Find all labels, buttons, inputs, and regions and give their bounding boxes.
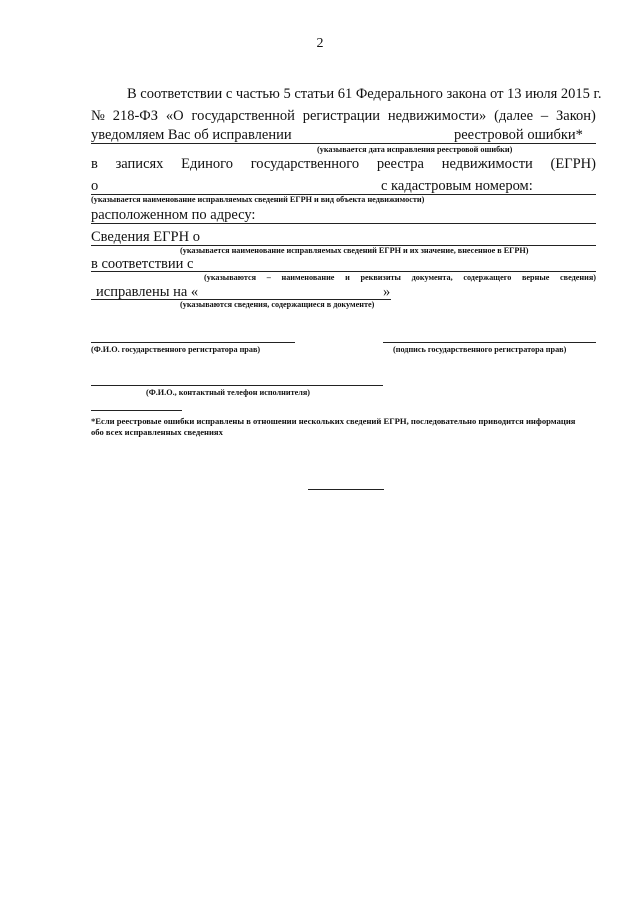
footnote-separator (91, 410, 182, 411)
records-line (91, 156, 596, 172)
fill-line-date (91, 143, 596, 144)
hint-word: сведения) (560, 273, 596, 282)
records-word: Единого (181, 156, 233, 172)
fill-line-accordance (91, 271, 596, 272)
intro-word: регистрации (302, 108, 381, 124)
hint-word: (указываются (204, 273, 257, 282)
hint-date: (указывается дата исправления реестровой ошибки) (317, 145, 513, 154)
intro-word: недвижимости» (387, 108, 487, 124)
hint-about: (указывается наименование исправляемых сведений ЕГРН и вид объекта недвижимости) (91, 195, 425, 204)
hint-word: документа, (411, 273, 453, 282)
fill-line-address (91, 223, 596, 224)
hint-word: наименование (281, 273, 335, 282)
hint-word: содержащего (463, 273, 512, 282)
intro-word: Закон) (556, 108, 596, 124)
executor-label: (Ф.И.О., контактный телефон исполнителя) (146, 388, 310, 397)
intro-word: (далее (494, 108, 534, 124)
corrected-text: исправлены на « (96, 284, 199, 300)
signature-line-registrar-name (91, 342, 295, 343)
hint-word: – (266, 273, 271, 282)
egrn-text: Сведения ЕГРН о (91, 229, 200, 245)
hint-egrn: (указывается наименование исправляемых сведений ЕГРН и их значение, внесенное в ЕГРН) (180, 246, 529, 255)
records-word: в (91, 156, 98, 172)
registrar-signature-label: (подпись государственного регистратора прав) (393, 345, 567, 354)
hint-word: верные (522, 273, 550, 282)
accordance-text: в соответствии с (91, 256, 194, 272)
cadastral-text: с кадастровым номером: (381, 178, 533, 194)
page-number: 2 (316, 36, 324, 51)
records-word: записях (115, 156, 164, 172)
address-text: расположенном по адресу: (91, 207, 256, 223)
hint-word: и (345, 273, 350, 282)
footnote-line-2: обо всех исправленных сведениях (91, 427, 223, 437)
hint-accordance (204, 273, 596, 283)
end-rule (308, 489, 384, 490)
intro-line-1: В соответствии с частью 5 статьи 61 Федерального закона от 13 июля 2015 г. (127, 86, 602, 102)
signature-line-executor (91, 385, 383, 386)
hint-word: реквизиты (360, 273, 401, 282)
intro-word: 218-ФЗ (112, 108, 159, 124)
signature-line-registrar-signature (383, 342, 596, 343)
records-word: реестра (376, 156, 424, 172)
intro-word: – (540, 108, 549, 124)
error-text: реестровой ошибки* (454, 127, 583, 143)
notify-text: уведомляем Вас об исправлении (91, 127, 292, 143)
intro-line-2 (91, 108, 596, 124)
footnote-line-1: *Если реестровые ошибки исправлены в отношении нескольких сведений ЕГРН, последовательно приводится информация (91, 416, 576, 426)
intro-word: государственной (191, 108, 295, 124)
about-prefix: о (91, 178, 99, 194)
records-word: государственного (250, 156, 360, 172)
records-word: недвижимости (441, 156, 533, 172)
registrar-name-label: (Ф.И.О. государственного регистратора прав) (91, 345, 261, 354)
intro-word: «О (165, 108, 184, 124)
hint-corrected: (указываются сведения, содержащиеся в документе) (180, 300, 375, 309)
intro-word: № (91, 108, 105, 124)
close-quote: » (383, 284, 391, 300)
records-word: (ЕГРН) (550, 156, 596, 172)
